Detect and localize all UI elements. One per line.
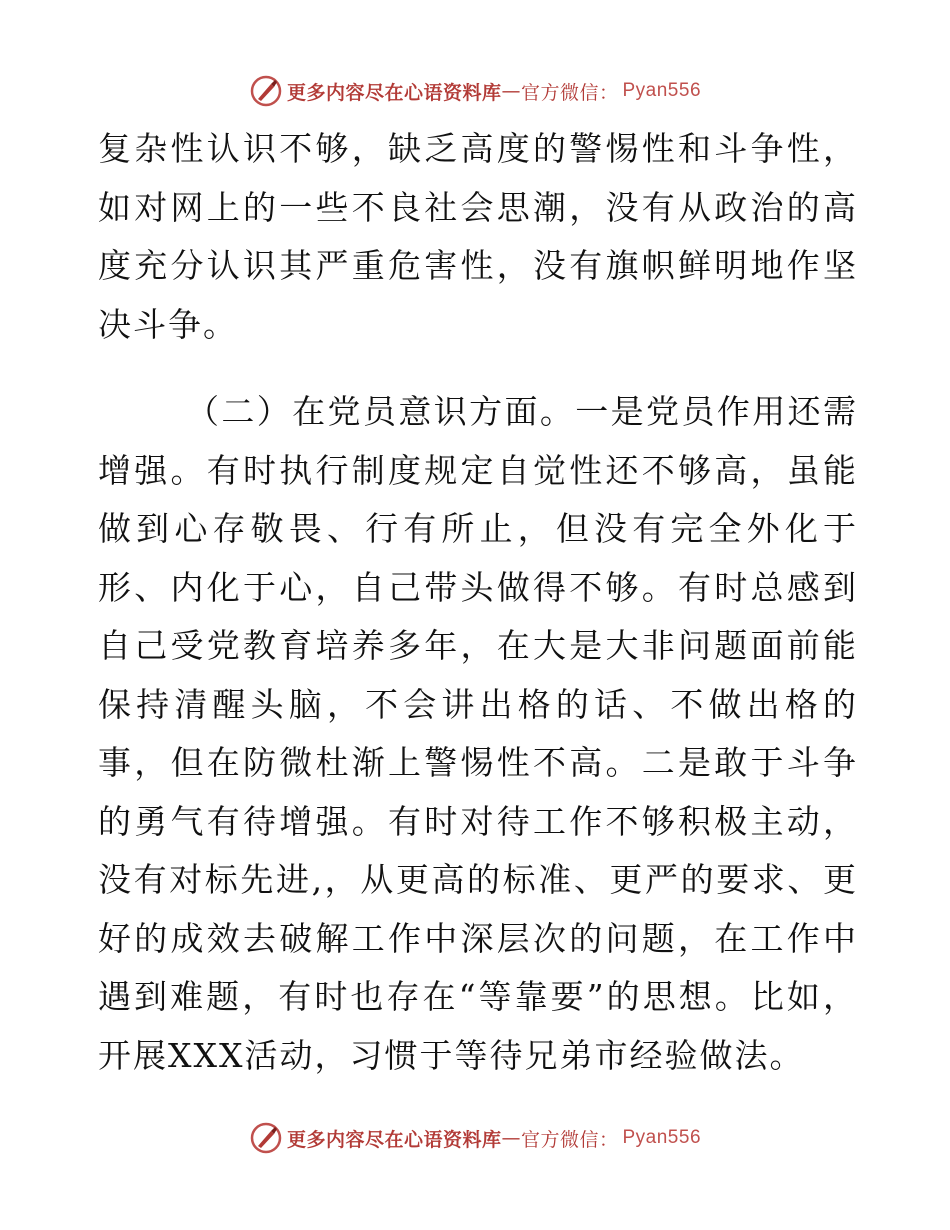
banner-main-text: 更多内容尽在心语资料库	[286, 81, 502, 104]
header-watermark-banner	[0, 71, 950, 111]
document-body	[98, 120, 858, 1085]
logo-pen-icon	[249, 74, 283, 108]
footer-watermark-banner	[0, 1118, 950, 1158]
banner-sub-text: 官方微信：	[520, 1128, 619, 1151]
banner-sub-text: 官方微信：	[520, 81, 619, 104]
logo-pen-icon	[249, 1121, 283, 1155]
banner-account-id: Pyan556	[622, 80, 702, 101]
banner-main-text: 更多内容尽在心语资料库	[286, 1128, 502, 1151]
banner-account-id: Pyan556	[622, 1127, 702, 1148]
paragraph-1: 复杂性认识不够，缺乏高度的警惕性和斗争性，如对网上的一些不良社会思潮，没有从政治的高度充分认识其严重危害性，没有旗帜鲜明地作坚决斗争。	[98, 129, 858, 344]
banner-dash: —	[501, 1127, 521, 1149]
banner-dash: —	[501, 80, 521, 102]
paragraph-2: （二）在党员意识方面。一是党员作用还需增强。有时执行制度规定自觉性还不够高，虽能做到心存敬畏、行有所止，但没有完全外化于形、内化于心，自己带头做得不够。有时总感到自己受党教育培养多年，在大是大非问题面前能保持清醒头脑，不会讲出格的话、不做出格的事，但在防微杜渐上警惕性不高。二是敢于斗争的勇气有待增强。有时对待工作不够积极主动，没有对标先进,，从更高的标准、更严的要求、更好的成效去破解工作中深层次的问题，在工作中遇到难题，有时也存在“等靠要”的思想。比如，开展XXX活动，习惯于等待兄弟市经验做法。	[98, 392, 858, 1075]
